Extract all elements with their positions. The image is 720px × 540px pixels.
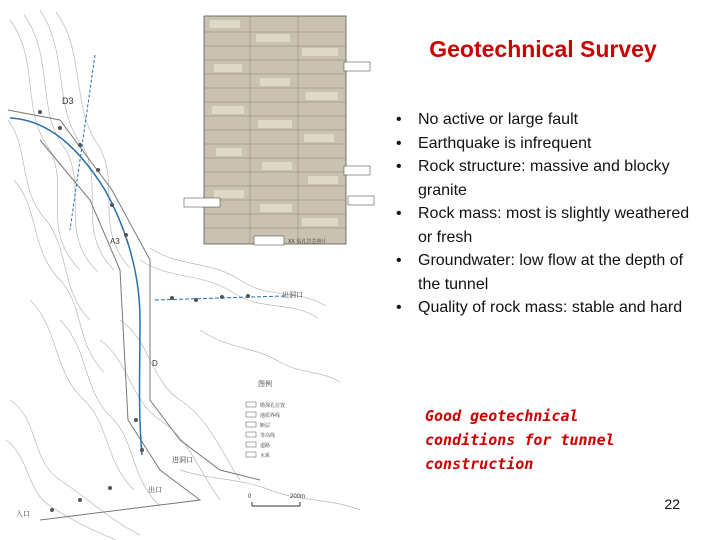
core-photo-caption: XX 钻孔岩芯照片 [288, 239, 327, 245]
place-label-exit-portal: 出洞口 [282, 291, 303, 299]
conclusion-text: Good geotechnical conditions for tunnel construction [425, 407, 615, 473]
bullet-item: • Quality of rock mass: stable and hard [392, 296, 692, 320]
place-label-entrance: 入口 [16, 510, 30, 518]
legend-item: 断层 [260, 423, 271, 429]
legend-item: 道路 [260, 443, 271, 449]
bullet-item: • Groundwater: low flow at the depth of the tunnel [392, 249, 692, 296]
legend-title: 图例 [258, 380, 272, 388]
station-label-d3: D3 [62, 96, 74, 106]
station-label-d: D [152, 359, 158, 368]
map-legend [246, 379, 285, 459]
bullet-item: • Earthquake is infrequent [392, 132, 692, 156]
place-label-exit: 出口 [148, 486, 162, 494]
scale-label-end: 200m [290, 494, 306, 500]
legend-item: 地质界线 [260, 413, 281, 419]
bullet-item: • Rock structure: massive and blocky granite [392, 155, 692, 202]
scale-bar [248, 494, 305, 506]
legend-item: 水系 [260, 453, 271, 459]
slide-title: Geotechnical Survey [429, 36, 657, 62]
core-photo [184, 16, 374, 245]
bullet-item: • Rock mass: most is slightly weathered or fresh [392, 202, 692, 249]
place-label-entrance-portal: 进洞口 [172, 456, 193, 464]
legend-item: 勘探孔位置 [260, 403, 286, 409]
scale-label-start: 0 [248, 494, 252, 500]
page-number: 22 [664, 496, 680, 512]
bullet-list [392, 108, 692, 320]
legend-item: 等高线 [260, 433, 276, 439]
station-label-a3: A3 [110, 237, 120, 246]
bullet-item: • No active or large fault [392, 108, 692, 132]
